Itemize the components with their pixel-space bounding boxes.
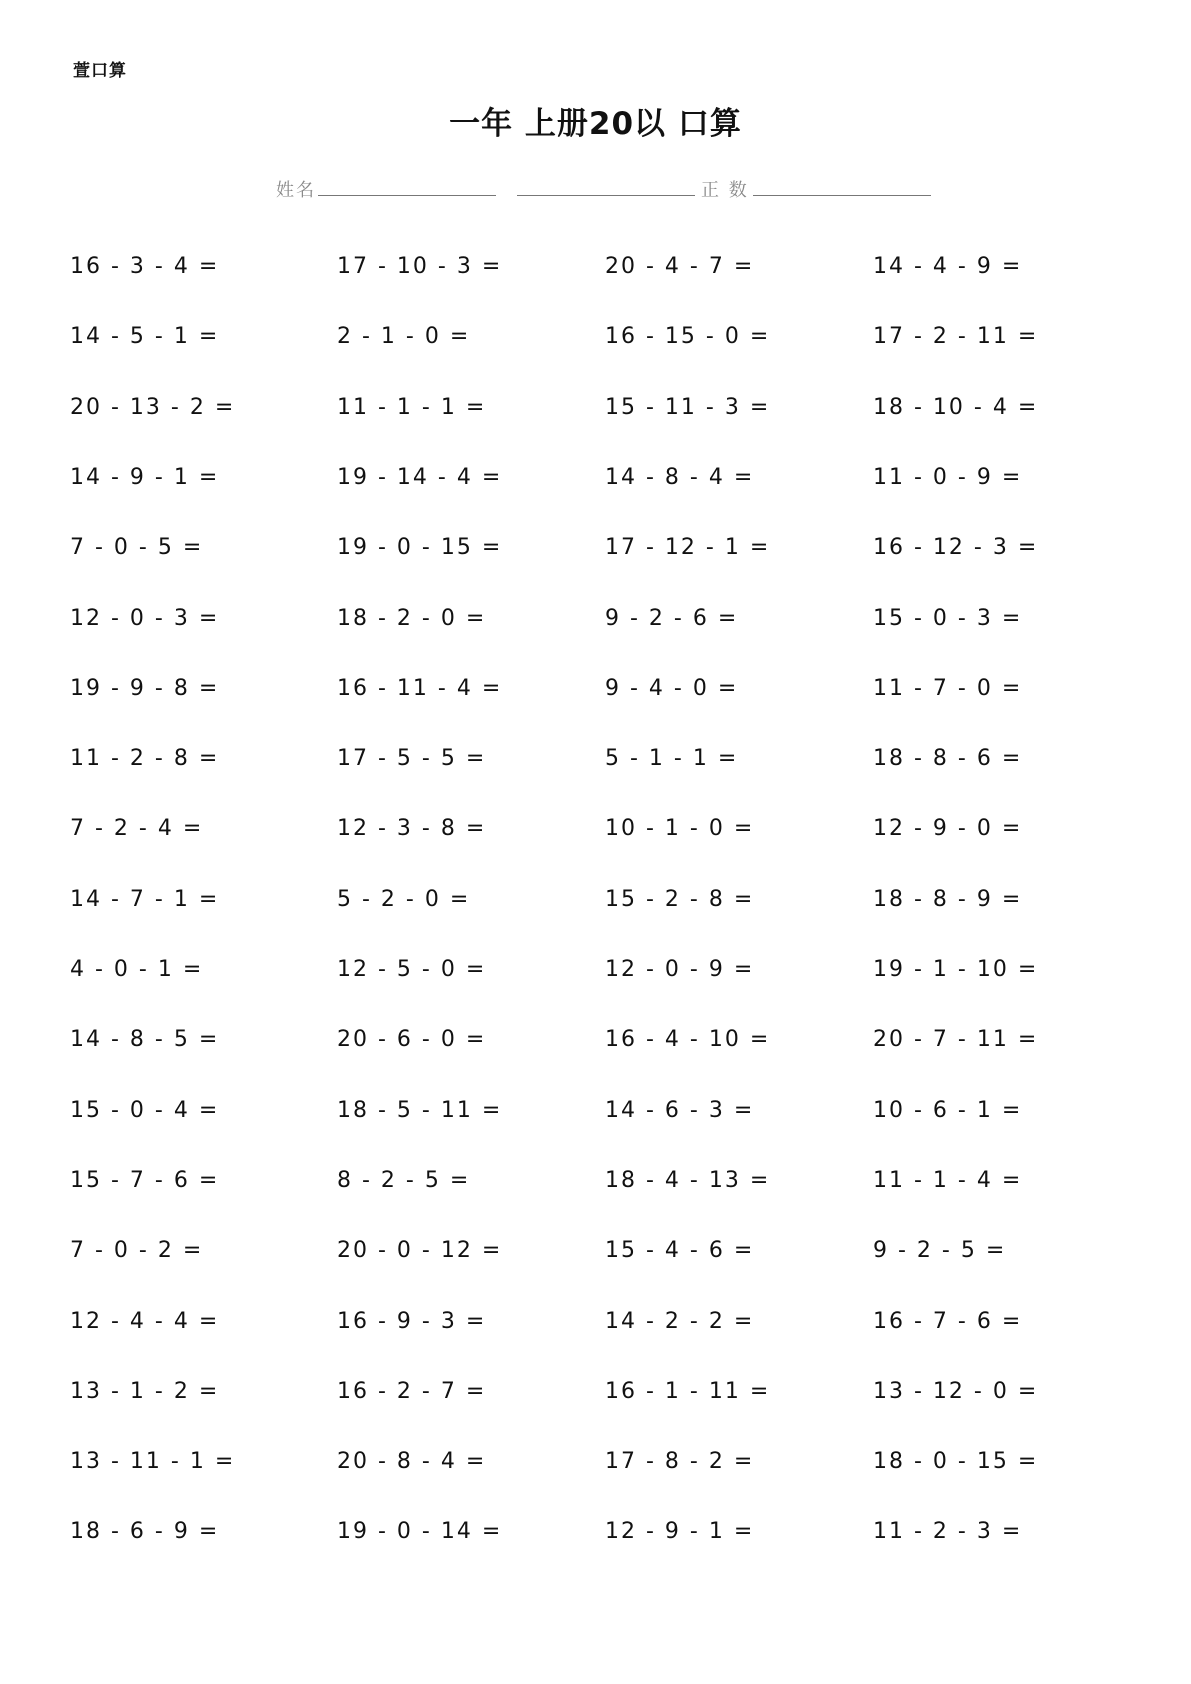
problem-item: 7 - 0 - 5 =: [70, 535, 204, 560]
problem-item: 9 - 2 - 5 =: [873, 1238, 1007, 1263]
problem-item: 9 - 4 - 0 =: [605, 676, 739, 701]
problem-item: 19 - 0 - 15 =: [337, 535, 503, 560]
problem-item: 18 - 6 - 9 =: [70, 1519, 220, 1544]
problem-item: 7 - 0 - 2 =: [70, 1238, 204, 1263]
problem-item: 20 - 4 - 7 =: [605, 254, 755, 279]
problem-item: 17 - 8 - 2 =: [605, 1449, 755, 1474]
problem-item: 17 - 10 - 3 =: [337, 254, 503, 279]
problem-item: 20 - 7 - 11 =: [873, 1027, 1039, 1052]
problem-item: 13 - 11 - 1 =: [70, 1449, 236, 1474]
problem-item: 2 - 1 - 0 =: [337, 324, 471, 349]
problem-item: 11 - 2 - 8 =: [70, 746, 220, 771]
problem-item: 18 - 2 - 0 =: [337, 606, 487, 631]
problem-item: 18 - 10 - 4 =: [873, 395, 1039, 420]
problem-item: 10 - 1 - 0 =: [605, 816, 755, 841]
problem-item: 17 - 5 - 5 =: [337, 746, 487, 771]
problem-item: 18 - 8 - 9 =: [873, 887, 1023, 912]
problem-item: 20 - 6 - 0 =: [337, 1027, 487, 1052]
problem-item: 14 - 5 - 1 =: [70, 324, 220, 349]
problem-item: 18 - 0 - 15 =: [873, 1449, 1039, 1474]
problem-item: 15 - 4 - 6 =: [605, 1238, 755, 1263]
problem-item: 12 - 9 - 0 =: [873, 816, 1023, 841]
problem-item: 11 - 1 - 4 =: [873, 1168, 1023, 1193]
problem-item: 4 - 0 - 1 =: [70, 957, 204, 982]
problem-item: 16 - 1 - 11 =: [605, 1379, 771, 1404]
problem-item: 11 - 7 - 0 =: [873, 676, 1023, 701]
problem-item: 19 - 0 - 14 =: [337, 1519, 503, 1544]
problem-item: 18 - 4 - 13 =: [605, 1168, 771, 1193]
problem-item: 15 - 2 - 8 =: [605, 887, 755, 912]
worksheet-header-label: 萱口算: [73, 61, 127, 81]
problem-item: 5 - 2 - 0 =: [337, 887, 471, 912]
page-title: 一年 上册20以 口算: [449, 106, 742, 142]
problem-item: 16 - 7 - 6 =: [873, 1309, 1023, 1334]
problem-item: 14 - 9 - 1 =: [70, 465, 220, 490]
problem-item: 16 - 11 - 4 =: [337, 676, 503, 701]
problem-item: 20 - 8 - 4 =: [337, 1449, 487, 1474]
problem-item: 14 - 4 - 9 =: [873, 254, 1023, 279]
problem-item: 12 - 9 - 1 =: [605, 1519, 755, 1544]
problem-item: 14 - 8 - 4 =: [605, 465, 755, 490]
problem-item: 15 - 7 - 6 =: [70, 1168, 220, 1193]
problem-item: 19 - 14 - 4 =: [337, 465, 503, 490]
problem-item: 20 - 0 - 12 =: [337, 1238, 503, 1263]
problem-item: 17 - 12 - 1 =: [605, 535, 771, 560]
problem-item: 15 - 0 - 4 =: [70, 1098, 220, 1123]
problem-item: 12 - 5 - 0 =: [337, 957, 487, 982]
problem-item: 8 - 2 - 5 =: [337, 1168, 471, 1193]
problem-item: 19 - 9 - 8 =: [70, 676, 220, 701]
problem-item: 18 - 5 - 11 =: [337, 1098, 503, 1123]
problem-item: 12 - 4 - 4 =: [70, 1309, 220, 1334]
problem-item: 14 - 8 - 5 =: [70, 1027, 220, 1052]
score-label: 正 数: [701, 180, 749, 201]
problem-item: 11 - 2 - 3 =: [873, 1519, 1023, 1544]
problem-item: 18 - 8 - 6 =: [873, 746, 1023, 771]
problem-item: 16 - 2 - 7 =: [337, 1379, 487, 1404]
problem-item: 12 - 3 - 8 =: [337, 816, 487, 841]
problem-item: 16 - 3 - 4 =: [70, 254, 220, 279]
problem-item: 5 - 1 - 1 =: [605, 746, 739, 771]
problem-item: 13 - 1 - 2 =: [70, 1379, 220, 1404]
problem-item: 15 - 0 - 3 =: [873, 606, 1023, 631]
problem-item: 10 - 6 - 1 =: [873, 1098, 1023, 1123]
problem-item: 7 - 2 - 4 =: [70, 816, 204, 841]
problem-item: 14 - 7 - 1 =: [70, 887, 220, 912]
problem-item: 11 - 1 - 1 =: [337, 395, 487, 420]
problem-item: 14 - 6 - 3 =: [605, 1098, 755, 1123]
problem-item: 12 - 0 - 9 =: [605, 957, 755, 982]
problem-item: 16 - 12 - 3 =: [873, 535, 1039, 560]
problem-item: 15 - 11 - 3 =: [605, 395, 771, 420]
problem-item: 16 - 15 - 0 =: [605, 324, 771, 349]
problem-item: 19 - 1 - 10 =: [873, 957, 1039, 982]
problem-item: 9 - 2 - 6 =: [605, 606, 739, 631]
problem-item: 20 - 13 - 2 =: [70, 395, 236, 420]
name-label: 姓名: [276, 180, 316, 201]
problem-item: 16 - 4 - 10 =: [605, 1027, 771, 1052]
problem-item: 13 - 12 - 0 =: [873, 1379, 1039, 1404]
problem-item: 16 - 9 - 3 =: [337, 1309, 487, 1334]
problem-item: 17 - 2 - 11 =: [873, 324, 1039, 349]
problem-item: 14 - 2 - 2 =: [605, 1309, 755, 1334]
problem-item: 11 - 0 - 9 =: [873, 465, 1023, 490]
problem-item: 12 - 0 - 3 =: [70, 606, 220, 631]
